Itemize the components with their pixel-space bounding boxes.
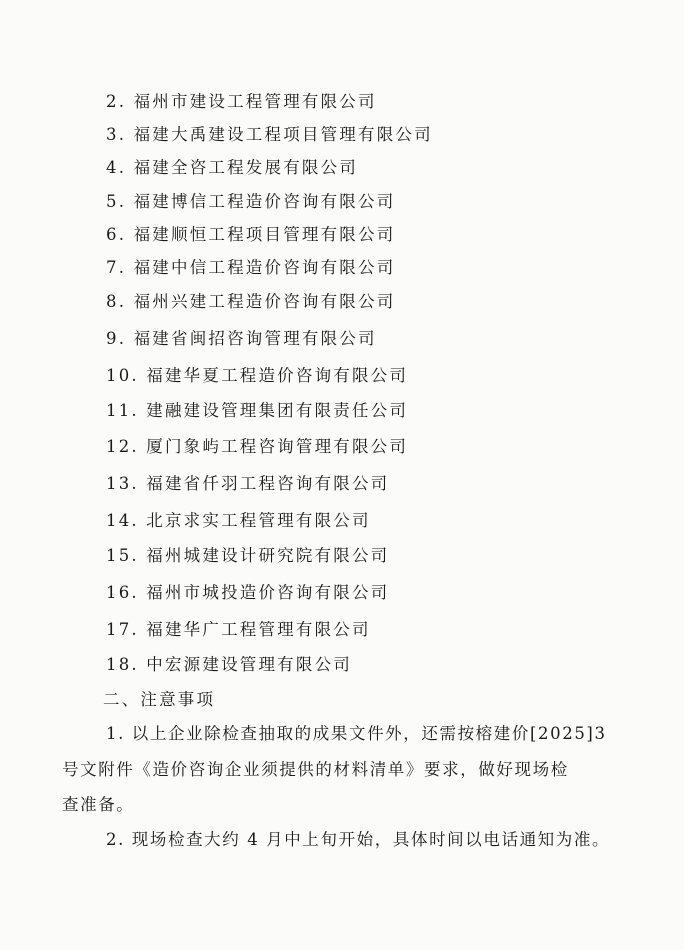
list-item: 7. 福建中信工程造价咨询有限公司 [106,258,396,277]
list-item: 11. 建融建设管理集团有限责任公司 [106,401,409,420]
list-item: 8. 福州兴建工程造价咨询有限公司 [106,292,396,311]
list-item: 14. 北京求实工程管理有限公司 [106,511,371,530]
note-1-line-1: 1. 以上企业除检查抽取的成果文件外，还需按榕建价[2025]3 [106,724,607,743]
section-heading: 二、注意事项 [103,690,216,709]
list-item: 3. 福建大禹建设工程项目管理有限公司 [106,125,433,144]
list-item: 9. 福建省闽招咨询管理有限公司 [106,329,377,348]
list-item: 13. 福建省仟羽工程咨询有限公司 [106,474,390,493]
list-item: 17. 福建华广工程管理有限公司 [106,620,371,639]
note-2: 2. 现场检查大约 4 月中上旬开始，具体时间以电话通知为准。 [106,830,611,849]
list-item: 16. 福州市城投造价咨询有限公司 [106,583,390,602]
list-item: 18. 中宏源建设管理有限公司 [106,655,352,674]
note-1-line-2: 号文附件《造价咨询企业须提供的材料清单》要求，做好现场检 [62,760,569,779]
list-item: 10. 福建华夏工程造价咨询有限公司 [106,366,409,385]
list-item: 5. 福建博信工程造价咨询有限公司 [106,192,396,211]
note-1-line-3: 查准备。 [62,795,135,814]
list-item: 4. 福建全咨工程发展有限公司 [106,158,358,177]
list-item: 2. 福州市建设工程管理有限公司 [106,92,377,111]
list-item: 15. 福州城建设计研究院有限公司 [106,546,390,565]
list-item: 6. 福建顺恒工程项目管理有限公司 [106,225,396,244]
list-item: 12. 厦门象屿工程咨询管理有限公司 [106,437,409,456]
